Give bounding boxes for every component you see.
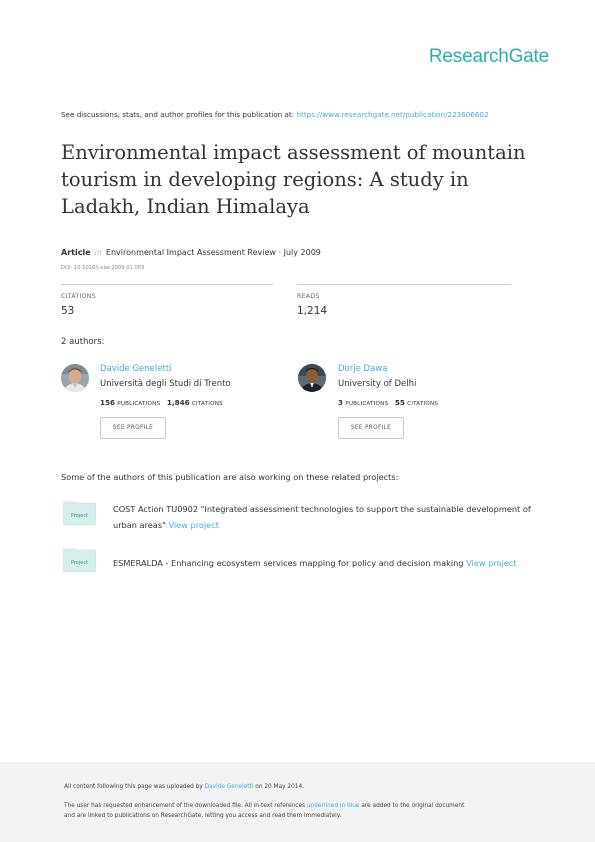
publication-link[interactable]: https://www.researchgate.net/publication/223606602 <box>296 110 489 119</box>
citations-label: CITATIONS <box>61 293 96 300</box>
upload-suffix: on 20 May 2014. <box>253 784 304 790</box>
journal-date: Environmental Impact Assessment Review · July 2009 <box>105 248 321 257</box>
researchgate-logo[interactable]: ResearchGate <box>428 46 549 67</box>
enhancement-note <box>64 801 464 821</box>
citations-label: CITATIONS <box>191 401 223 407</box>
note-suffix: are added to the original document <box>359 803 465 809</box>
in-label: in <box>94 248 102 257</box>
note-prefix: The user has requested enhancement of the downloaded file. All in-text references <box>64 803 307 809</box>
project-badge <box>63 501 96 525</box>
citations-divider <box>61 284 273 285</box>
avatar[interactable] <box>61 364 89 392</box>
author-stats <box>338 398 438 407</box>
project-badge-label: Project <box>70 560 89 566</box>
discussion-line <box>61 110 489 119</box>
upload-prefix: All content following this page was uploaded by <box>64 784 205 790</box>
paper-title: Environmental impact assessment of mountain tourism in developing regions: A study in Ladakh, Indian Himalaya <box>61 141 526 218</box>
reads-value: 1,214 <box>297 305 328 317</box>
view-project-link[interactable]: View project <box>168 520 219 530</box>
citations-count: 55 <box>394 398 405 407</box>
project-item <box>113 555 517 571</box>
upload-note <box>64 782 304 792</box>
authors-heading: 2 authors: <box>61 337 105 347</box>
author-photo-icon <box>61 364 89 392</box>
author-stats <box>100 398 223 407</box>
discussion-prefix: See discussions, stats, and author profiles for this publication at: <box>61 110 297 119</box>
publications-count: 156 <box>100 398 116 407</box>
publications-count: 3 <box>338 398 344 407</box>
publications-label: PUBLICATIONS <box>117 401 161 407</box>
citations-label: CITATIONS <box>407 401 439 407</box>
publications-label: PUBLICATIONS <box>345 401 389 407</box>
reads-label: READS <box>297 293 320 300</box>
view-project-link[interactable]: View project <box>466 558 517 568</box>
project-badge-label: Project <box>70 513 89 519</box>
note-line2: and are linked to publications on ResearchGate, letting you access and read them immediately. <box>64 813 342 819</box>
avatar[interactable] <box>298 364 326 392</box>
see-profile-button[interactable]: SEE PROFILE <box>100 417 166 439</box>
author-affiliation: Università degli Studi di Trento <box>100 379 231 389</box>
reads-divider <box>297 284 511 285</box>
related-projects-heading: Some of the authors of this publication are also working on these related projects: <box>61 472 399 482</box>
citations-value: 53 <box>61 305 75 317</box>
project-text-line1: COST Action TU0902 "Integrated assessment technologies to support the sustainable development of <box>113 504 531 514</box>
project-text-line2: urban areas" <box>113 520 169 530</box>
doi: DOI: 10.1016/j.eiar.2009.01.003 <box>61 265 145 271</box>
paper-meta <box>61 248 321 257</box>
article-type: Article <box>61 248 91 257</box>
project-badge <box>63 548 96 572</box>
underlined-link[interactable]: underlined in blue <box>306 803 360 809</box>
author-affiliation: University of Delhi <box>338 379 417 389</box>
project-folder-icon <box>63 548 96 572</box>
author-name[interactable]: Dorje Dawa <box>338 364 388 374</box>
project-item <box>113 501 531 533</box>
project-folder-icon <box>63 501 96 525</box>
see-profile-button[interactable]: SEE PROFILE <box>338 417 404 439</box>
author-photo-icon <box>298 364 326 392</box>
author-name[interactable]: Davide Geneletti <box>100 364 172 374</box>
citations-count: 1,846 <box>166 398 190 407</box>
project-text-line1: ESMERALDA - Enhancing ecosystem services mapping for policy and decision making <box>113 558 467 568</box>
uploader-link[interactable]: Davide Geneletti <box>204 784 254 790</box>
